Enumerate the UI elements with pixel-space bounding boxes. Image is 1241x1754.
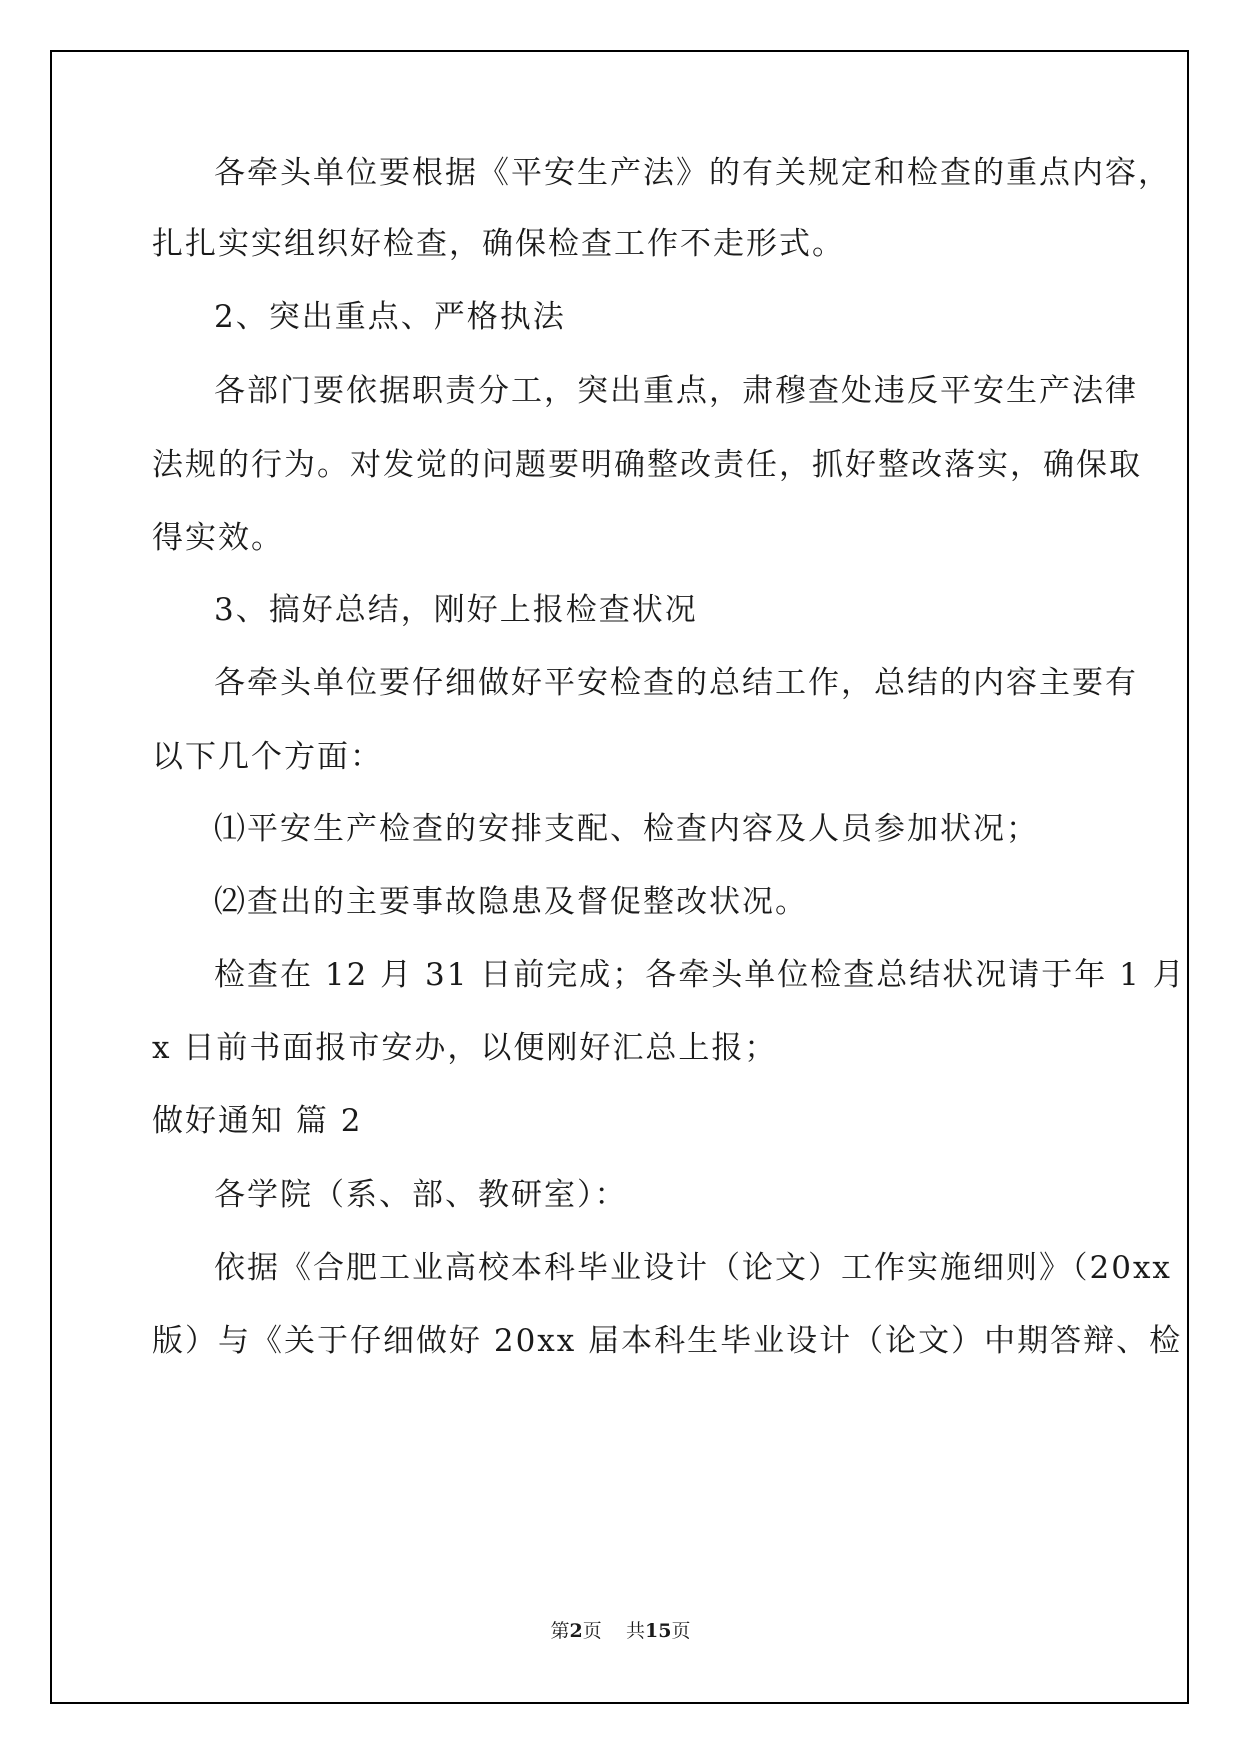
page-footer <box>0 1622 1241 1641</box>
article-heading: 做好通知 篇 2 <box>152 1103 363 1139</box>
paragraph-line: 扎扎实实组织好检查，确保检查工作不走形式。 <box>152 226 845 262</box>
paragraph-line: 依据《合肥工业高校本科毕业设计（论文）工作实施细则》（20xx <box>214 1250 1172 1286</box>
paragraph-line: 各牵头单位要仔细做好平安检查的总结工作，总结的内容主要有 <box>214 665 1138 701</box>
footer-page-suffix: 页 <box>582 1620 602 1642</box>
paragraph-line: x 日前书面报市安办，以便刚好汇总上报； <box>152 1030 778 1066</box>
paragraph-line: 各学院（系、部、教研室）： <box>214 1177 628 1213</box>
footer-prefix: 第 <box>550 1620 570 1642</box>
footer-total-suffix: 页 <box>671 1620 691 1642</box>
list-item: ⑴平安生产检查的安排支配、检查内容及人员参加状况； <box>214 811 1039 847</box>
paragraph-line: 版）与《关于仔细做好 20xx 届本科生毕业设计（论文）中期答辩、检 <box>152 1323 1183 1359</box>
paragraph-line: 以下几个方面： <box>152 739 383 775</box>
section-heading: 2、突出重点、严格执法 <box>214 299 566 335</box>
paragraph-line: 各牵头单位要根据《平安生产法》的有关规定和检查的重点内容， <box>214 155 1171 191</box>
footer-page-number: 2 <box>569 1620 583 1642</box>
section-heading: 3、搞好总结，刚好上报检查状况 <box>214 592 698 628</box>
paragraph-line: 得实效。 <box>152 520 284 556</box>
list-item: ⑵查出的主要事故隐患及督促整改状况。 <box>214 884 808 920</box>
paragraph-line: 法规的行为。对发觉的问题要明确整改责任，抓好整改落实，确保取 <box>152 447 1142 483</box>
paragraph-line: 检查在 12 月 31 日前完成；各牵头单位检查总结状况请于年 1 月 <box>214 957 1186 993</box>
paragraph-line: 各部门要依据职责分工，突出重点，肃穆查处违反平安生产法律 <box>214 373 1138 409</box>
footer-total-prefix: 共 <box>625 1620 645 1642</box>
footer-total-pages: 15 <box>644 1620 672 1642</box>
